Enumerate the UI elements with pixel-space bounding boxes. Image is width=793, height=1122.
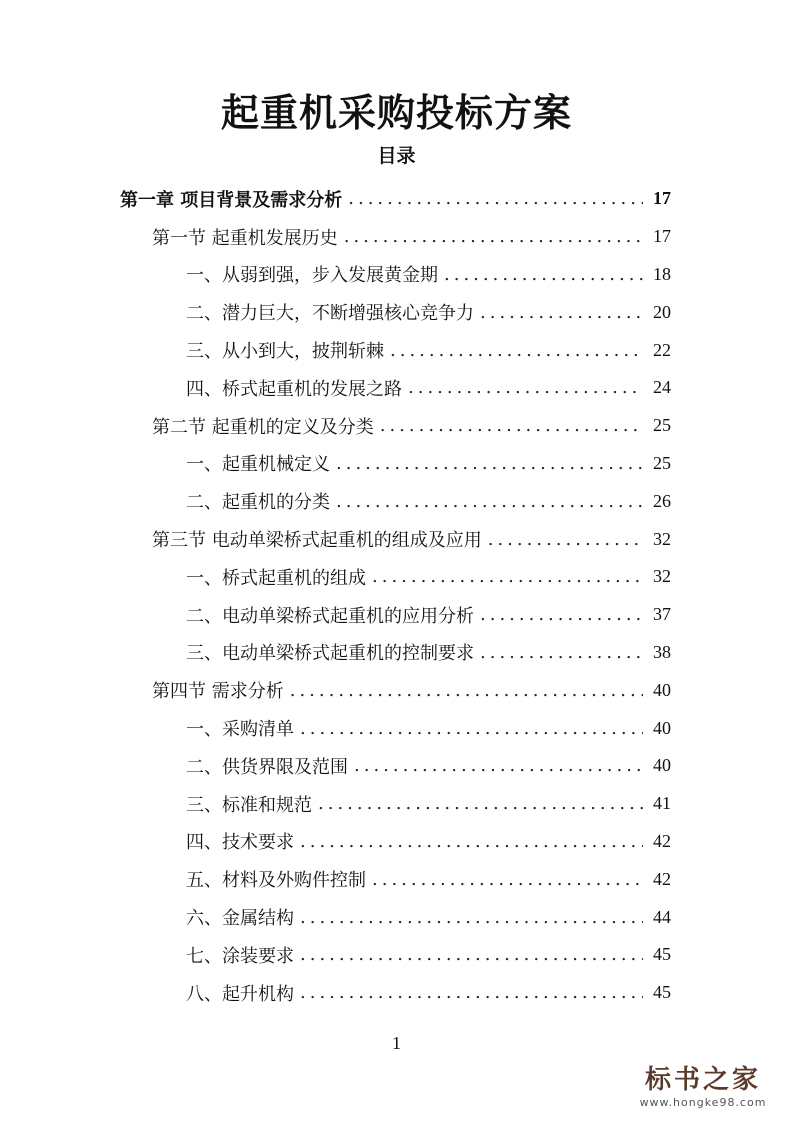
- toc-entry-page: 42: [653, 868, 671, 889]
- toc-entry[interactable]: [0, 558, 793, 596]
- dot-leader: [444, 264, 643, 285]
- dot-leader: [300, 831, 643, 852]
- toc-entry-title: 四、桥式起重机的发展之路: [186, 378, 402, 400]
- toc-entry-title: 六、金属结构: [186, 908, 294, 930]
- dot-leader: [300, 907, 643, 928]
- dot-leader: [390, 340, 643, 361]
- toc-entry-page: 17: [653, 226, 671, 247]
- toc-entry-title: 七、涂装要求: [186, 945, 294, 967]
- toc-entry-title: 三、电动单梁桥式起重机的控制要求: [186, 643, 474, 665]
- toc-entry-title: 一、采购清单: [186, 719, 294, 741]
- toc-entry[interactable]: [0, 709, 793, 747]
- toc-entry[interactable]: [0, 785, 793, 823]
- toc-entry-page: 18: [653, 263, 671, 284]
- toc-entry-title: 二、起重机的分类: [186, 492, 330, 514]
- dot-leader: [380, 415, 643, 436]
- dot-leader: [354, 755, 643, 776]
- toc-entry-title: 五、材料及外购件控制: [186, 870, 366, 892]
- dot-leader: [336, 453, 643, 474]
- dot-leader: [480, 642, 643, 663]
- table-of-contents: [0, 180, 793, 1012]
- dot-leader: [372, 869, 643, 890]
- toc-entry-page: 17: [653, 188, 671, 209]
- toc-entry[interactable]: [0, 747, 793, 785]
- toc-entry[interactable]: [0, 936, 793, 974]
- dot-leader: [408, 377, 643, 398]
- site-watermark-logo: [623, 1064, 783, 1110]
- toc-entry-title: 第四节 需求分析: [152, 681, 284, 703]
- watermark-url: www.hongke98.com: [639, 1096, 767, 1109]
- toc-entry-page: 37: [653, 604, 671, 625]
- toc-entry-title: 一、起重机械定义: [186, 454, 330, 476]
- dot-leader: [336, 491, 643, 512]
- toc-entry-page: 32: [653, 566, 671, 587]
- toc-entry-page: 24: [653, 377, 671, 398]
- dot-leader: [344, 226, 643, 247]
- toc-entry-page: 38: [653, 641, 671, 662]
- toc-entry-page: 45: [653, 944, 671, 965]
- toc-entry-page: 45: [653, 982, 671, 1003]
- toc-entry-page: 22: [653, 339, 671, 360]
- dot-leader: [290, 680, 643, 701]
- toc-entry[interactable]: [0, 898, 793, 936]
- toc-entry-page: 26: [653, 490, 671, 511]
- toc-entry-page: 40: [653, 717, 671, 738]
- toc-entry-title: 一、从弱到强，步入发展黄金期: [186, 265, 438, 287]
- dot-leader: [300, 982, 643, 1003]
- dot-leader: [318, 793, 643, 814]
- toc-entry-title: 一、桥式起重机的组成: [186, 567, 366, 589]
- toc-entry[interactable]: [0, 293, 793, 331]
- toc-entry-page: 25: [653, 452, 671, 473]
- toc-entry-page: 25: [653, 415, 671, 436]
- dot-leader: [300, 718, 643, 739]
- toc-entry-title: 二、潜力巨大，不断增强核心竞争力: [186, 303, 474, 325]
- toc-entry[interactable]: [0, 823, 793, 861]
- toc-entry-title: 八、起升机构: [186, 983, 294, 1005]
- toc-entry[interactable]: [0, 218, 793, 256]
- page-number: 1: [392, 1033, 401, 1053]
- toc-entry-title: 三、从小到大，披荆斩棘: [186, 341, 384, 363]
- toc-entry[interactable]: [0, 407, 793, 445]
- toc-entry[interactable]: [0, 634, 793, 672]
- dot-leader: [300, 944, 643, 965]
- toc-entry-page: 44: [653, 906, 671, 927]
- watermark-name: 标书之家: [644, 1065, 761, 1095]
- toc-entry[interactable]: [0, 860, 793, 898]
- toc-entry-title: 第一节 起重机发展历史: [152, 227, 338, 249]
- toc-entry[interactable]: [0, 671, 793, 709]
- toc-entry-page: 42: [653, 830, 671, 851]
- dot-leader: [480, 302, 643, 323]
- toc-entry-title: 三、标准和规范: [186, 794, 312, 816]
- document-title: 起重机采购投标方案: [220, 90, 572, 135]
- toc-entry[interactable]: [0, 369, 793, 407]
- dot-leader: [348, 188, 643, 209]
- toc-entry[interactable]: [0, 256, 793, 294]
- toc-entry[interactable]: [0, 520, 793, 558]
- toc-entry-page: 40: [653, 755, 671, 776]
- toc-heading: 目录: [377, 145, 416, 167]
- toc-entry[interactable]: [0, 180, 793, 218]
- toc-entry-title: 第二节 起重机的定义及分类: [152, 416, 374, 438]
- dot-leader: [488, 529, 643, 550]
- toc-entry-page: 32: [653, 528, 671, 549]
- toc-entry[interactable]: [0, 974, 793, 1012]
- dot-leader: [372, 566, 643, 587]
- toc-entry[interactable]: [0, 445, 793, 483]
- toc-entry[interactable]: [0, 482, 793, 520]
- toc-entry-page: 20: [653, 301, 671, 322]
- toc-entry-title: 四、技术要求: [186, 832, 294, 854]
- toc-entry-title: 第一章 项目背景及需求分析: [120, 189, 343, 211]
- toc-entry[interactable]: [0, 331, 793, 369]
- toc-entry[interactable]: [0, 596, 793, 634]
- toc-entry-page: 41: [653, 793, 671, 814]
- toc-entry-title: 二、电动单梁桥式起重机的应用分析: [186, 605, 474, 627]
- toc-entry-page: 40: [653, 679, 671, 700]
- toc-entry-title: 二、供货界限及范围: [186, 756, 348, 778]
- toc-entry-title: 第三节 电动单梁桥式起重机的组成及应用: [152, 530, 482, 552]
- dot-leader: [480, 604, 643, 625]
